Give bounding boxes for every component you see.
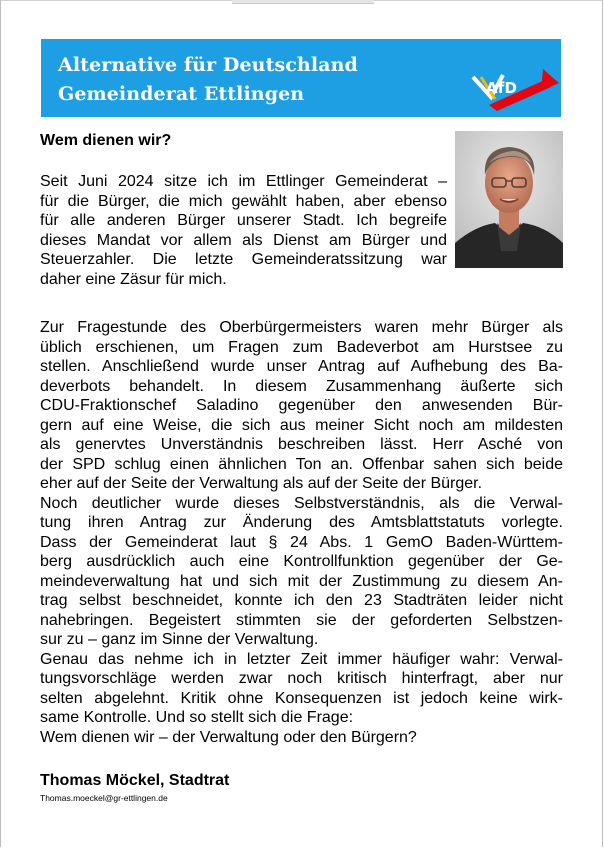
main-paragraph (40, 318, 563, 747)
author-signature: Thomas Möckel, Stadtrat (40, 772, 230, 789)
author-portrait (455, 131, 563, 268)
text-line: Zur Fragestunde des Oberbürgermeisters waren mehr Bürger als (40, 319, 563, 336)
page-top-tab (232, 0, 374, 4)
text-line: meindeverwaltung hat und sich mit der Zustimmung zu diesem An- (40, 572, 563, 590)
text-line: Noch deutlicher wurde dieses Selbstverständnis, als die Verwal- (40, 494, 563, 512)
text-line: als genervtes Unverständnis beschreiben lässt. Herr Asché von (40, 436, 563, 453)
text-line: Steuerzahler. Die letzte Gemeinderatssitzung war (40, 251, 447, 268)
text-line: same Kontrolle. Und so stellt sich die Frage: (40, 709, 354, 726)
text-line: stellen. Anschließend wurde unser Antrag auf Aufhebung des Ba- (40, 358, 563, 375)
text-line: CDU-Fraktionschef Saladino gegenüber den anwesenden Bür- (40, 397, 563, 414)
text-line: für die Bürger, die mich gewählt haben, aber ebenso (40, 192, 447, 210)
text-line: der SPD schlug einen ähnlichen Ton an. Offenbar sahen sich beide (40, 455, 563, 473)
text-line: daher eine Zäsur für mich. (40, 270, 227, 288)
text-line: tung ihren Antrag zur Änderung des Amtsblattstatuts vorlegte. (40, 514, 563, 531)
banner-council-name: Gemeinderat Ettlingen (58, 83, 305, 105)
banner-party-name: Alternative für Deutschland (58, 54, 358, 76)
text-line: tungsvorschläge werden zwar noch kritisch hinterfragt, aber nur (40, 670, 563, 687)
text-line: üblich erschienen, um Fragen zum Badeverbot am Hurstsee zu (40, 338, 563, 356)
article-title: Wem dienen wir? (40, 132, 172, 149)
text-line: Dass der Gemeinderat laut § 24 Abs. 1 GemO Baden-Württem- (40, 533, 563, 551)
afd-logo-text: AfD (486, 79, 518, 97)
text-line: Seit Juni 2024 sitze ich im Ettlinger Gemeinderat – (40, 173, 447, 190)
author-email: Thomas.moeckel@gr-ettlingen.de (40, 793, 168, 803)
text-line: berg ausdrücklich auch eine Kontrollfunktion gegenüber der Ge- (40, 553, 563, 570)
afd-logo-icon (451, 39, 561, 117)
intro-paragraph (40, 172, 447, 289)
text-line: dieses Mandat vor allem als Dienst am Bürger und (40, 231, 447, 249)
text-line: Wem dienen wir – der Verwaltung oder den Bürgern? (40, 728, 417, 746)
text-line: gern auf eine Weise, die sich aus meiner Sicht noch am mildesten (40, 416, 563, 434)
header-banner (41, 39, 561, 117)
text-line: selten abgelehnt. Kritik ohne Konsequenzen ist jedoch keine wirk- (40, 689, 563, 707)
text-line: nahebringen. Begeistert stimmten sie der geforderten Selbstzen- (40, 611, 563, 629)
text-line: sur zu – ganz im Sinne der Verwaltung. (40, 631, 319, 648)
text-line: für alle anderen Bürger unserer Stadt. Ich begreife (40, 212, 447, 229)
text-line: Genau das nehme ich in letzter Zeit immer häufiger wahr: Verwal- (40, 650, 563, 668)
text-line: trag selbst beschneidet, konnte ich den 23 Stadträten leider nicht (40, 592, 563, 609)
text-line: eher auf der Seite der Verwaltung als auf der Seite der Bürger. (40, 475, 483, 492)
text-line: deverbots behandelt. In diesem Zusammenhang äußerte sich (40, 377, 563, 395)
